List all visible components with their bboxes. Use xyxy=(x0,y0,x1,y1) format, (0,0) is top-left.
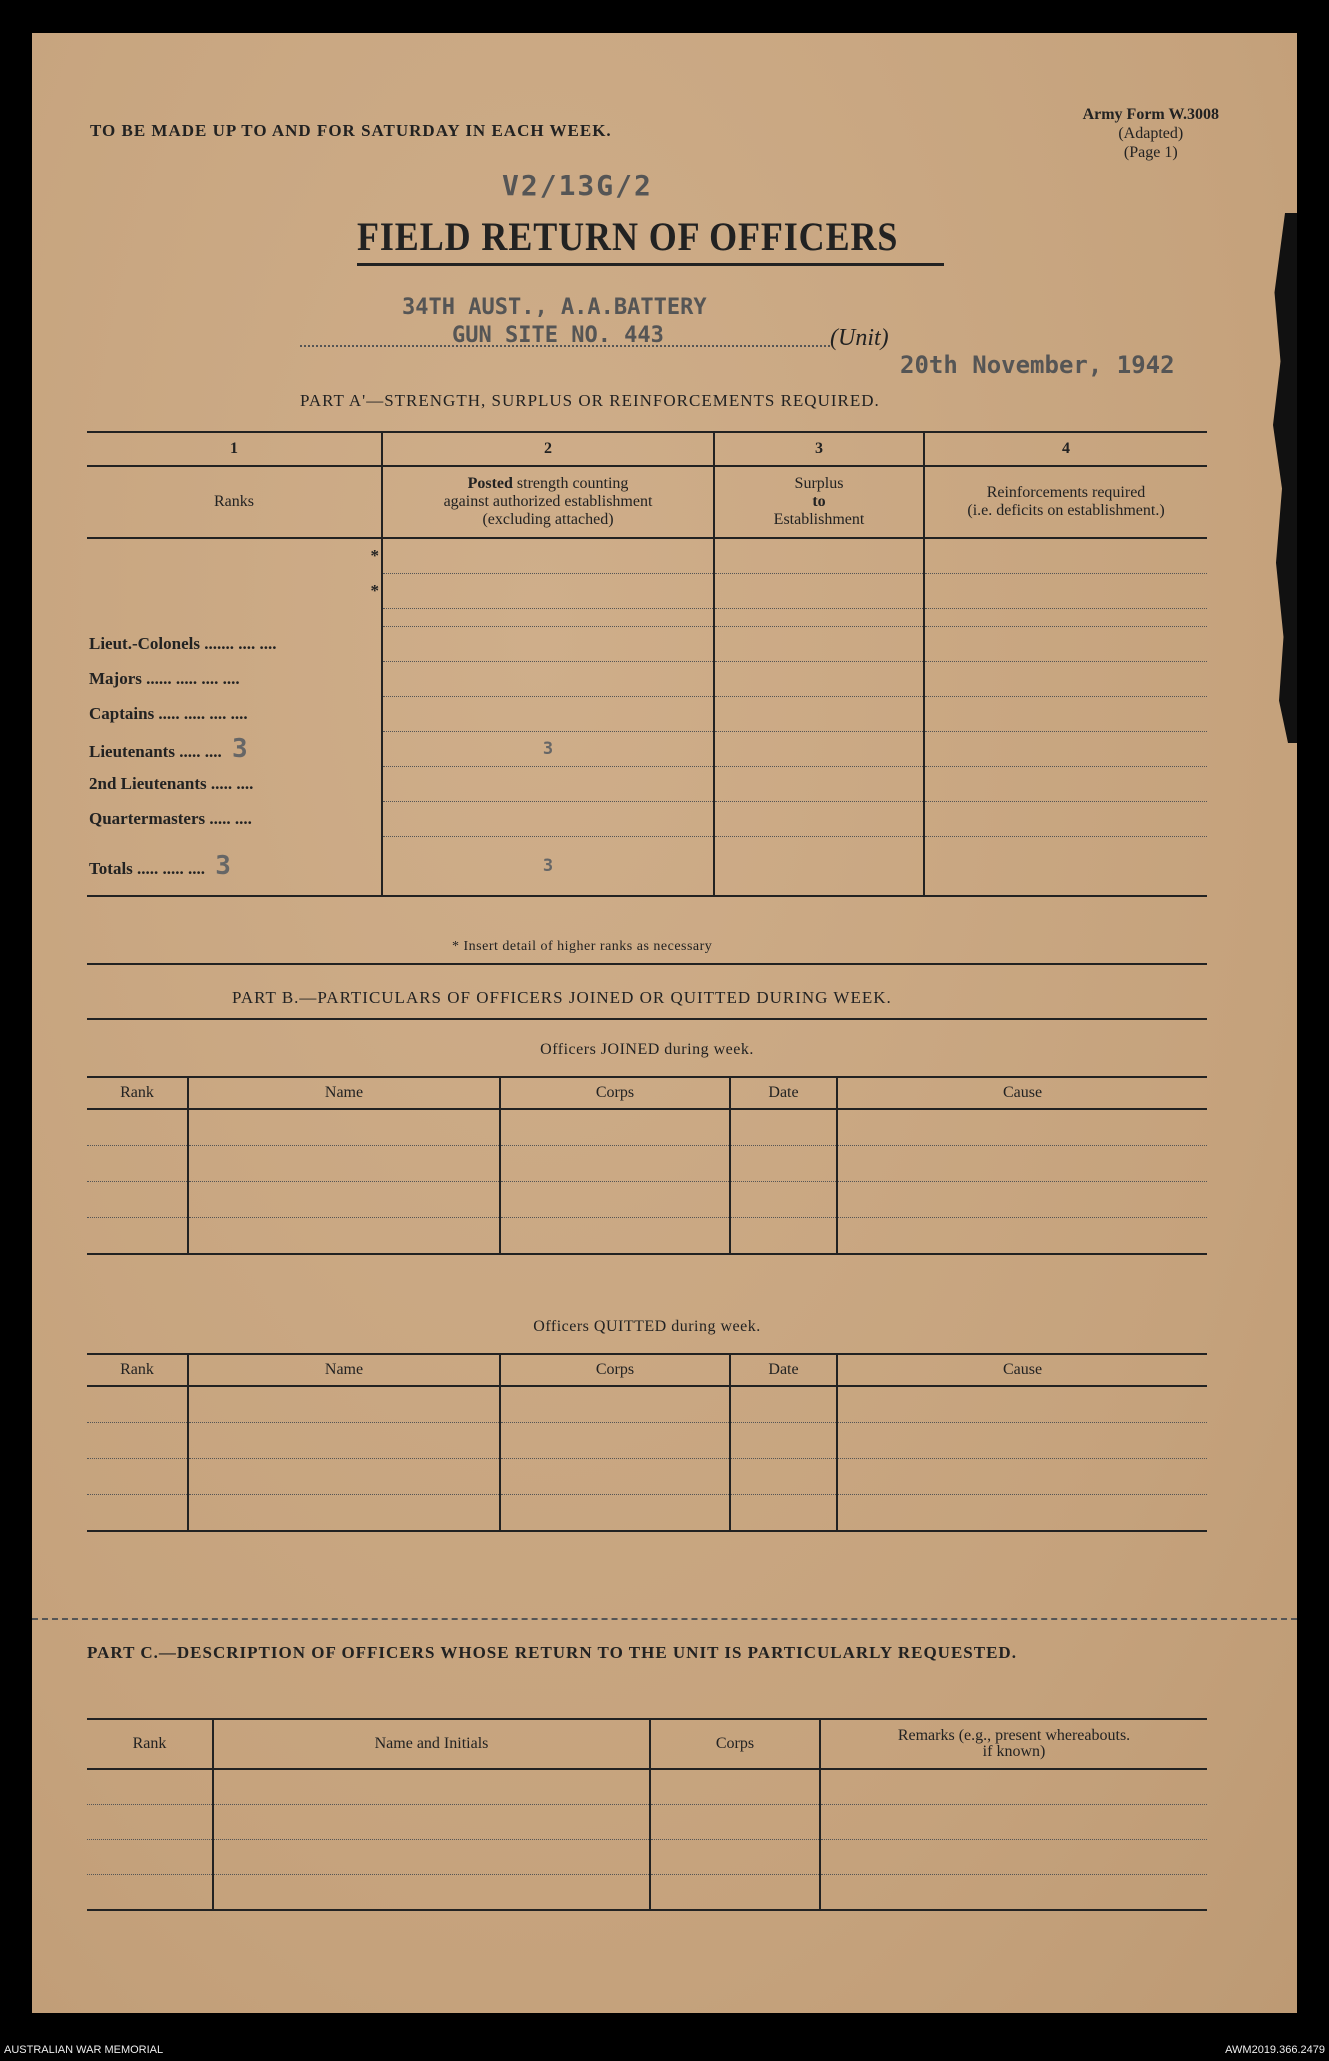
table-row xyxy=(87,1386,1207,1423)
part-c-title: PART C.—DESCRIPTION OF OFFICERS WHOSE RETURN TO THE UNIT IS PARTICULARLY REQUESTED. xyxy=(87,1643,1017,1662)
rank-label: Majors ...... ..... .... .... xyxy=(89,669,240,688)
joined-table xyxy=(87,1076,1207,1255)
totals-label: Totals ..... ..... .... xyxy=(89,858,206,878)
cut-line xyxy=(32,1618,1297,1620)
col-number-4: 4 xyxy=(924,432,1207,466)
ranks-header: Ranks xyxy=(87,466,382,538)
posted-header xyxy=(382,466,714,538)
table-row xyxy=(87,574,1207,609)
unit-name-line2: GUN SITE NO. 443 xyxy=(452,323,664,348)
footer-credit: AUSTRALIAN WAR MEMORIAL xyxy=(4,2044,164,2056)
table-row xyxy=(87,697,1207,732)
table-row xyxy=(87,662,1207,697)
quitted-table xyxy=(87,1353,1207,1532)
col-rank: Rank xyxy=(87,1719,213,1769)
col-corps: Corps xyxy=(500,1354,730,1386)
table-row xyxy=(87,609,1207,627)
torn-edge xyxy=(1267,213,1297,743)
surplus-header xyxy=(714,466,924,538)
table-row xyxy=(87,1459,1207,1495)
rank-label: Captains ..... ..... .... .... xyxy=(89,704,248,723)
part-b-title: PART B.—PARTICULARS OF OFFICERS JOINED OR QUITTED DURING WEEK. xyxy=(232,988,892,1007)
col-corps: Corps xyxy=(500,1077,730,1109)
totals-posted: 3 xyxy=(382,837,714,897)
part-a-title: PART A'—STRENGTH, SURPLUS OR REINFORCEMENTS REQUIRED. xyxy=(300,391,880,410)
reference-stamp: V2/13G/2 xyxy=(502,169,653,202)
surplus-header-line3: Establishment xyxy=(773,511,865,528)
table-row xyxy=(87,538,1207,574)
table-row xyxy=(87,802,1207,837)
col-name-initials: Name and Initials xyxy=(213,1719,650,1769)
col-cause: Cause xyxy=(837,1354,1207,1386)
surplus-header-line2: to xyxy=(812,493,826,510)
posted-header-line1: strength counting xyxy=(516,475,629,492)
col-remarks xyxy=(820,1719,1207,1769)
page-title: FIELD RETURN OF OFFICERS xyxy=(357,214,899,259)
col-number-2: 2 xyxy=(382,432,714,466)
table-row xyxy=(87,732,1207,767)
table-row xyxy=(87,1495,1207,1532)
reinforcements-header-line2: (i.e. deficits on establishment.) xyxy=(967,502,1165,519)
col-name: Name xyxy=(188,1077,500,1109)
col-corps: Corps xyxy=(650,1719,820,1769)
footnote: * Insert detail of higher ranks as necessary xyxy=(452,939,713,954)
col-cause: Cause xyxy=(837,1077,1207,1109)
footer-accession: AWM2019.366.2479 xyxy=(1225,2044,1325,2056)
unit-dotted-line xyxy=(300,345,830,347)
col-name: Name xyxy=(188,1354,500,1386)
unit-name-line1: 34TH AUST., A.A.BATTERY xyxy=(402,295,707,320)
remarks-line2: if known) xyxy=(982,1743,1046,1760)
totals-row xyxy=(87,837,1207,897)
unit-label: (Unit) xyxy=(830,325,889,351)
totals-entry: 3 xyxy=(215,850,231,881)
col-number-3: 3 xyxy=(714,432,924,466)
title-underline xyxy=(357,263,944,266)
reinforcements-header-line1: Reinforcements required xyxy=(986,484,1146,501)
table-row xyxy=(87,1218,1207,1255)
posted-header-line3: (excluding attached) xyxy=(482,511,614,528)
col-number-1: 1 xyxy=(87,432,382,466)
posted-value xyxy=(382,697,714,732)
table-row xyxy=(87,1423,1207,1459)
form-adapted: (Adapted) xyxy=(1118,125,1184,142)
surplus-header-line1: Surplus xyxy=(794,475,844,492)
table-row xyxy=(87,627,1207,662)
joined-title: Officers JOINED during week. xyxy=(540,1041,754,1058)
form-page: (Page 1) xyxy=(1123,144,1178,161)
rank-label: Quartermasters ..... .... xyxy=(89,809,252,828)
table-row xyxy=(87,1182,1207,1218)
table-row xyxy=(87,1805,1207,1840)
col-date: Date xyxy=(730,1354,837,1386)
divider xyxy=(87,963,1207,965)
return-date: 20th November, 1942 xyxy=(900,351,1175,379)
posted-value xyxy=(382,767,714,802)
form-paper xyxy=(32,33,1297,2013)
part-c-table xyxy=(87,1718,1207,1911)
posted-value xyxy=(382,662,714,697)
form-number: Army Form W.3008 xyxy=(1082,106,1219,123)
col-rank: Rank xyxy=(87,1077,188,1109)
rank-row-lieutenants xyxy=(87,732,382,767)
form-number-block xyxy=(1083,105,1219,162)
remarks-line1: Remarks (e.g., present whereabouts. xyxy=(897,1727,1131,1744)
rank-entry: 3 xyxy=(231,734,248,764)
divider xyxy=(87,1018,1207,1020)
star-marker: * xyxy=(370,581,379,600)
table-row xyxy=(87,1875,1207,1911)
posted-header-bold: Posted xyxy=(467,475,513,492)
quitted-title: Officers QUITTED during week. xyxy=(533,1318,761,1335)
posted-value xyxy=(382,627,714,662)
col-rank: Rank xyxy=(87,1354,188,1386)
posted-value: 3 xyxy=(382,732,714,767)
part-a-table xyxy=(87,431,1207,897)
star-marker: * xyxy=(370,546,379,566)
rank-label: Lieutenants ..... .... xyxy=(89,742,222,761)
col-date: Date xyxy=(730,1077,837,1109)
rank-label: 2nd Lieutenants ..... .... xyxy=(89,774,254,793)
table-row xyxy=(87,1769,1207,1805)
totals-cell xyxy=(87,837,382,897)
table-row xyxy=(87,1840,1207,1875)
reinforcements-header xyxy=(924,466,1207,538)
table-row xyxy=(87,1146,1207,1182)
rank-label: Lieut.-Colonels ....... .... .... xyxy=(89,634,277,653)
table-row xyxy=(87,1109,1207,1146)
table-row xyxy=(87,767,1207,802)
posted-value xyxy=(382,802,714,837)
posted-header-line2: against authorized establishment xyxy=(443,493,653,510)
instruction-text: TO BE MADE UP TO AND FOR SATURDAY IN EACH WEEK. xyxy=(90,121,612,140)
